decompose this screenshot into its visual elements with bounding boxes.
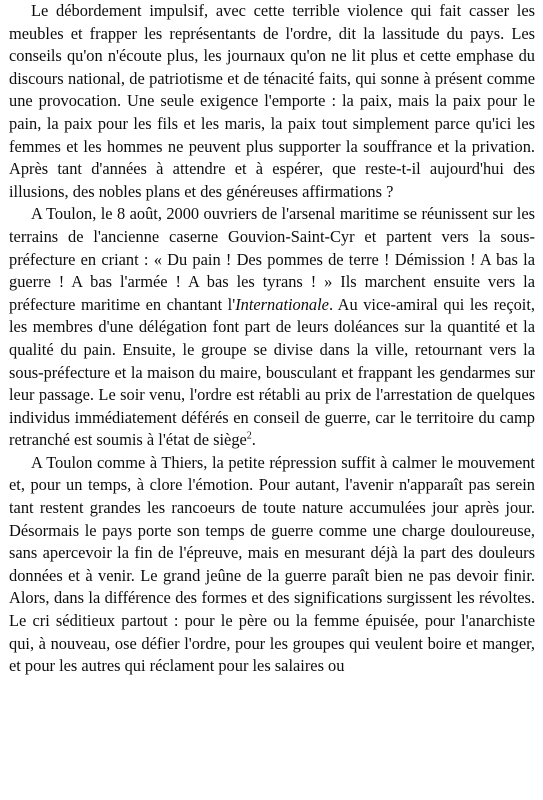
paragraph-2: [9, 203, 535, 452]
paragraph-2-text-end: . Au vice-amiral qui les reçoit, les membres d'une délégation font part de leurs doléances sur la quantité et la qualité du pain. Ensuite, le groupe se divise dans la ville, retournant vers la sous-préfecture et la maison du maire, bousculant et frappant les gendarmes sur leur passage. Le soir venu, l'ordre est rétabli au prix de l'arrestation de quelques individus immédiatement déférés en conseil de guerre, car le territoire du camp retranché est soumis à l'état de siège: [9, 294, 535, 450]
italic-title-internationale: Internationale: [235, 294, 329, 314]
paragraph-2-final-period: .: [251, 430, 256, 450]
paragraph-1-text: Le débordement impulsif, avec cette terrible violence qui fait casser les meubles et frapper les représentants de l'ordre, dit la lassitude du pays. Les conseils qu'on n'écoute plus, les journaux qu'on ne lit plus et cette emphase du discours national, de patriotisme et de ténacité faits, qui sonne à présent comme une provocation. Une seule exigence l'emporte : la paix, mais la paix pour le pain, la paix pour les fils et les maris, la paix tout simplement parce qu'ici les femmes et les hommes ne peuvent plus supporter la souffrance et la privation. Après tant d'années à attendre et à espérer, que reste-t-il aujourd'hui des illusions, des nobles plans et des généreuses affirmations ?: [9, 1, 535, 201]
paragraph-2-text-start: A Toulon, le 8 août, 2000 ouvriers de l'arsenal maritime se réunissent sur les terrains de l'ancienne caserne Gouvion-Saint-Cyr et partent vers la sous-préfecture en criant : « Du pain ! Des pommes de terre ! Démission ! A bas la guerre ! A bas l'armée ! A bas les tyrans ! » Ils marchent ensuite vers la préfecture maritime en chantant l': [9, 204, 535, 314]
book-page-text: [9, 0, 535, 678]
paragraph-1: [9, 0, 535, 203]
footnote-marker: 2: [246, 430, 252, 442]
paragraph-3: [9, 452, 535, 678]
paragraph-3-text: A Toulon comme à Thiers, la petite répression suffit à calmer le mouvement et, pour un temps, à clore l'émotion. Pour autant, l'avenir n'apparaît pas serein tant restent grandes les rancoeurs de toute nature accumulées jour après jour. Désormais le pays porte son temps de guerre comme une charge douloureuse, sans apercevoir la fin de l'épreuve, mais en mesurant déjà la part des douleurs données et à venir. Le grand jeûne de la guerre paraît bien ne pas devoir finir. Alors, dans la différence des formes et des significations surgissent les révoltes. Le cri séditieux partout : pour le père ou la femme épuisée, pour l'anarchiste qui, à nouveau, ose défier l'ordre, pour les groupes qui veulent boire et manger, et pour les autres qui réclament pour les salaires ou: [9, 452, 535, 676]
